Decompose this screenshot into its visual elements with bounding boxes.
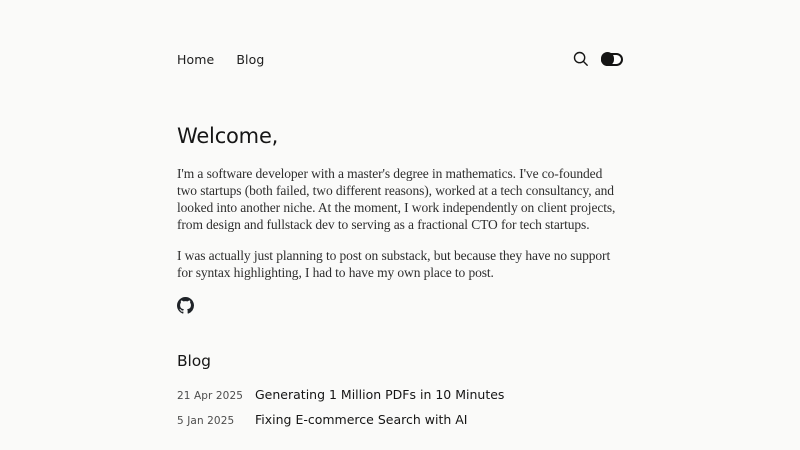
post-title-link[interactable]: Generating 1 Million PDFs in 10 Minutes xyxy=(255,387,505,402)
blog-section-title: Blog xyxy=(177,352,211,370)
social-links xyxy=(177,297,623,319)
intro-paragraph-2: I was actually just planning to post on substack, but because they have no support for syntax highlighting, I had to have my own place to post. xyxy=(177,248,611,280)
github-icon xyxy=(177,297,194,314)
blog-post-row[interactable] xyxy=(177,382,623,407)
github-link[interactable] xyxy=(177,297,194,314)
post-date: 21 Apr 2025 xyxy=(177,390,244,402)
blog-post-row[interactable] xyxy=(177,407,623,432)
nav-link-blog[interactable]: Blog xyxy=(236,51,265,67)
post-title-link[interactable]: Fixing E-commerce Search with AI xyxy=(255,412,468,427)
blog-post-list xyxy=(177,382,623,432)
post-date: 5 Jan 2025 xyxy=(177,415,235,427)
nav-link-home[interactable]: Home xyxy=(177,51,215,67)
page-container xyxy=(177,0,623,432)
theme-toggle[interactable] xyxy=(601,53,623,66)
main-content xyxy=(177,124,623,432)
top-nav xyxy=(177,0,623,67)
search-button[interactable] xyxy=(573,51,589,67)
page-title: Welcome, xyxy=(177,124,279,148)
nav-actions xyxy=(573,51,623,67)
intro-paragraph-1: I'm a software developer with a master's degree in mathematics. I've co-founded two startups (both failed, two different reasons), worked at a tech consultancy, and looked into another niche. At the moment, I work independently on client projects, from design and fullstack dev to serving as a fractional CTO for tech startups. xyxy=(177,166,616,232)
search-icon xyxy=(573,51,589,67)
theme-toggle-knob-icon xyxy=(601,52,615,66)
